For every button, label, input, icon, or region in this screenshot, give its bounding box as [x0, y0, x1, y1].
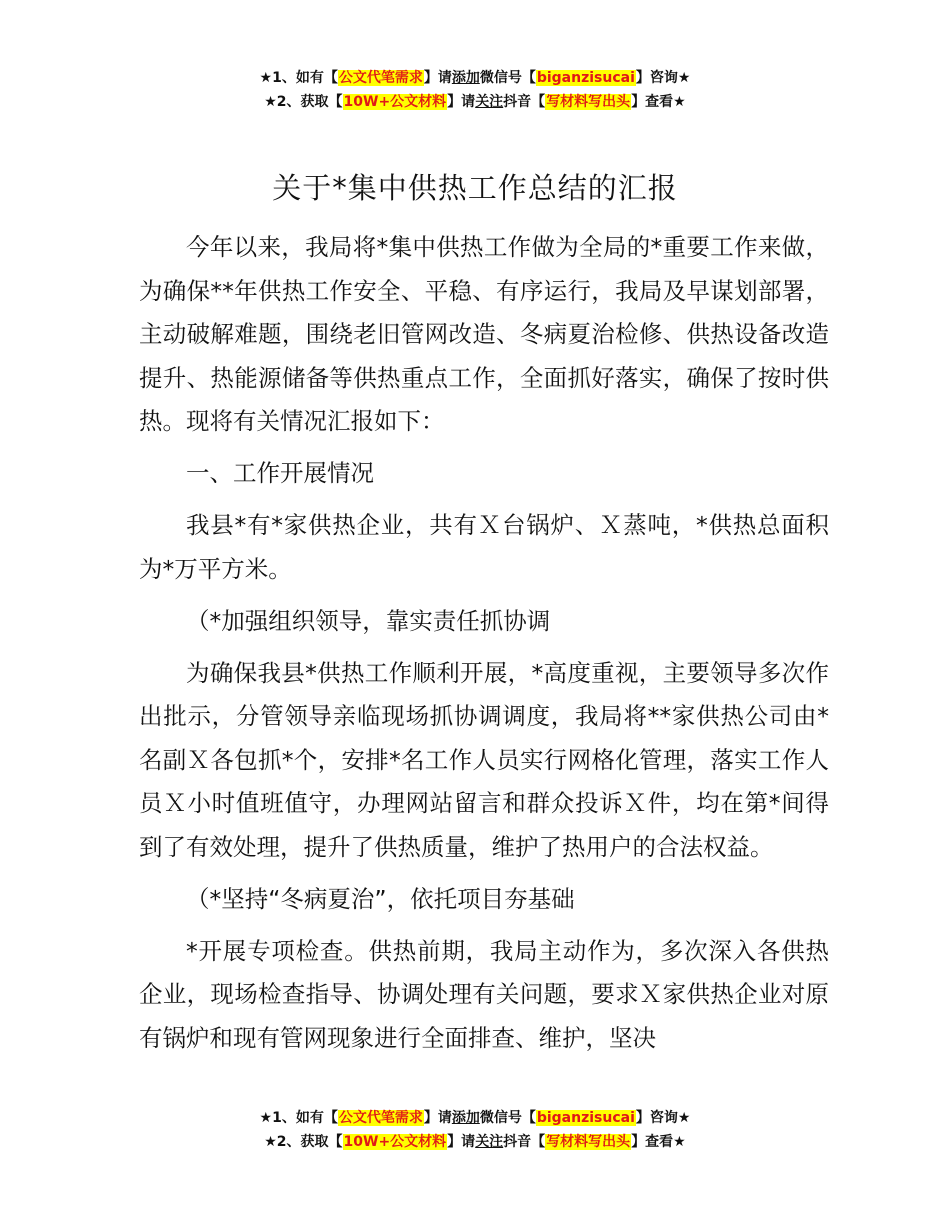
promo-text: ★2、获取【	[264, 94, 343, 110]
promo-text: 】查看★	[631, 94, 686, 110]
promo-text: 】咨询★	[635, 1110, 691, 1126]
promo-line-2	[0, 90, 950, 114]
promo-highlight: 写材料写出头	[546, 1134, 631, 1150]
promo-underlined: 关注	[475, 94, 504, 110]
promo-underlined: 添加	[451, 1110, 480, 1126]
promo-highlight: 写材料写出头	[546, 94, 631, 110]
document-body	[139, 226, 829, 1069]
promo-highlight: biganzisucai	[536, 70, 635, 86]
subsection-heading: （*加强组织领导，靠实责任抓协调	[186, 606, 551, 635]
document-title: 关于*集中供热工作总结的汇报	[272, 171, 678, 205]
promo-line-2	[0, 1130, 950, 1154]
promo-line-1	[0, 1106, 950, 1130]
promo-text: 】请	[447, 1134, 476, 1150]
promo-text: 】请	[447, 94, 476, 110]
promo-text: 抖音【	[503, 94, 546, 110]
paragraph-inspection: *开展专项检查。供热前期，我局主动作为，多次深入各供热企业，现场检查指导、协调处理有关问题，要求Ｘ家供热企业对原有锅炉和现有管网现象进行全面排查、维护，坚决	[139, 936, 829, 1052]
promo-underlined: 关注	[475, 1134, 504, 1150]
promo-text: 微信号【	[479, 70, 536, 86]
promo-highlight: 公文代笔需求	[338, 1110, 423, 1126]
promo-text: 微信号【	[479, 1110, 536, 1126]
promo-text: ★1、如有【	[259, 1110, 338, 1126]
promo-line-1	[0, 66, 950, 90]
promo-text: 】咨询★	[635, 70, 691, 86]
promo-highlight: 公文代笔需求	[338, 70, 423, 86]
promo-underlined: 添加	[451, 70, 480, 86]
promo-text: 】请	[423, 70, 452, 86]
promo-text: 】请	[423, 1110, 452, 1126]
promo-text: 】查看★	[631, 1134, 686, 1150]
promo-text: ★1、如有【	[259, 70, 338, 86]
promo-text: 抖音【	[503, 1134, 546, 1150]
footer-promo-banner	[0, 1106, 950, 1154]
paragraph-overview: 我县*有*家供热企业，共有Ｘ台锅炉、Ｘ蒸吨，*供热总面积为*万平方米。	[139, 511, 829, 583]
subsection-heading: （*坚持“冬病夏治”，依托项目夯基础	[186, 884, 575, 913]
promo-highlight: 10W+公文材料	[343, 94, 447, 110]
paragraph-intro: 今年以来，我局将*集中供热工作做为全局的*重要工作来做，为确保**年供热工作安全、平稳、有序运行，我局及早谋划部署，主动破解难题，围绕老旧管网改造、冬病夏治检修、供热设备改造提升、热能源储备等供热重点工作，全面抓好落实，确保了按时供热。现将有关情况汇报如下：	[139, 233, 829, 435]
paragraph-organization: 为确保我县*供热工作顺利开展，*高度重视，主要领导多次作出批示，分管领导亲临现场抓协调调度，我局将**家供热公司由*名副Ｘ各包抓*个，安排*名工作人员实行网格化管理，落实工作人员Ｘ小时值班值守，办理网站留言和群众投诉Ｘ件，均在第*间得到了有效处理，提升了供热质量，维护了热用户的合法权益。	[139, 658, 829, 861]
promo-text: ★2、获取【	[264, 1134, 343, 1150]
promo-highlight: biganzisucai	[536, 1110, 635, 1126]
section-heading: 一、工作开展情况	[186, 459, 374, 487]
promo-highlight: 10W+公文材料	[343, 1134, 447, 1150]
header-promo-banner	[0, 66, 950, 114]
